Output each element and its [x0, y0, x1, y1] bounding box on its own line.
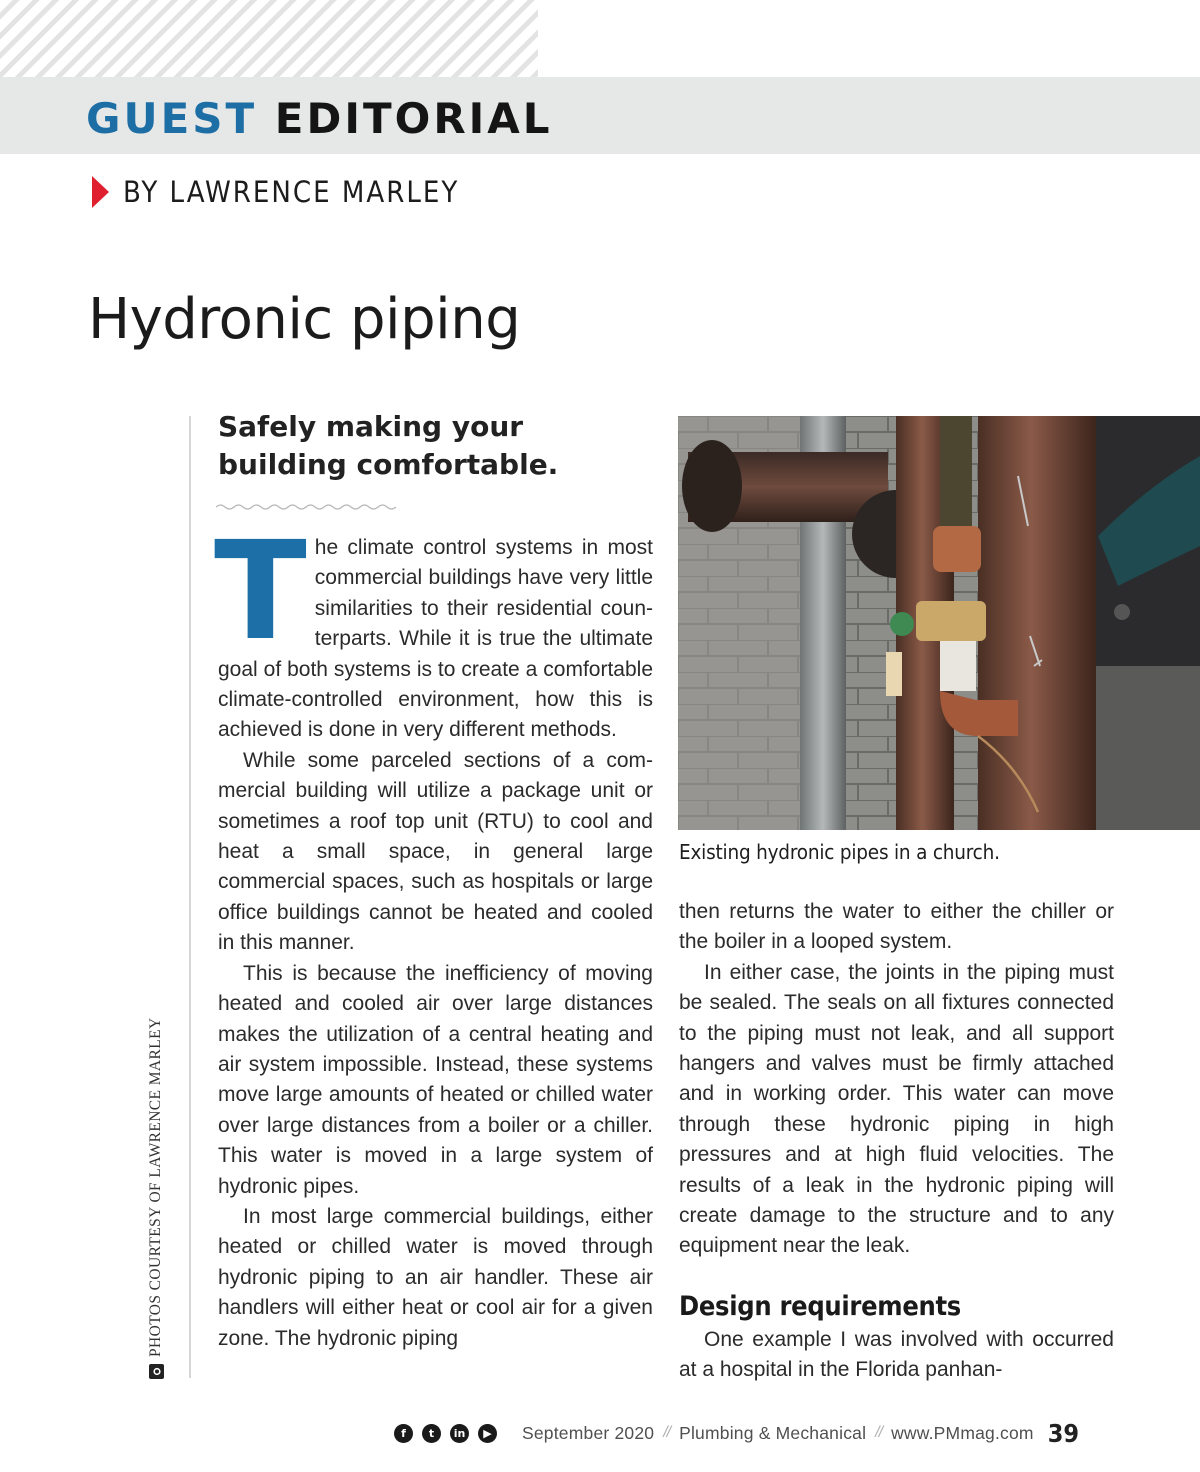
facebook-icon[interactable]: f — [394, 1424, 413, 1443]
issue-date: September 2020 — [522, 1422, 655, 1443]
section-word-editorial: EDITORIAL — [274, 94, 553, 143]
paragraph-4: In most large commercial buildings, either heated or chilled water is moved through hydronic piping to an air handler. These air handlers will either heat or cool air for a given zone. The hydronic piping — [218, 1204, 653, 1350]
paragraph-1 — [214, 513, 653, 746]
deck-divider-squiggle — [216, 502, 396, 512]
deck-line-1: Safely making your — [218, 410, 524, 443]
photo-credit — [145, 999, 167, 1379]
article-column-left — [214, 513, 653, 1354]
website-link[interactable]: www.PMmag.com — [891, 1422, 1034, 1443]
subhead-design-requirements: Design requirements — [679, 1290, 961, 1322]
byline-arrow-icon — [92, 176, 109, 208]
footer-separator-1: // — [663, 1424, 671, 1441]
twitter-icon[interactable]: t — [422, 1424, 441, 1443]
linkedin-icon[interactable]: in — [450, 1424, 469, 1443]
article-deck — [218, 408, 648, 484]
camera-icon — [149, 1364, 164, 1379]
paragraph-3: This is because the inefficiency of moving heated and cooled air over large distances makes the utilization of a central heating and air system impossible. Instead, these systems move large amounts of heated or chilled water over large distances from a boiler or a chiller. This water is moved in a large system of hydronic pipes. — [218, 961, 653, 1198]
header-hatch-pattern — [0, 0, 538, 77]
article-photo — [678, 416, 1200, 830]
paragraph-7: One example I was involved with occurred at a hospital in the Florida panhan- — [679, 1327, 1114, 1382]
drop-cap: T — [214, 513, 307, 671]
page-number: 39 — [1047, 1418, 1080, 1448]
photo-caption: Existing hydronic pipes in a church. — [679, 840, 1000, 864]
section-title — [86, 95, 553, 143]
article-column-right — [679, 897, 1114, 1386]
publication-name: Plumbing & Mechanical — [679, 1422, 867, 1443]
paragraph-6: In either case, the joints in the piping must be sealed. The seals on all fixtures connected to the piping must not leak, and all support hangers and valves must be firmly attached and in working order. This water can move through these hydronic piping in high pressures and at high fluid velocities. The results of a leak in the hydronic piping will create damage to the structure and to any equipment near the leak. — [679, 960, 1114, 1258]
deck-line-2: building comfortable. — [218, 448, 559, 481]
footer-separator-2: // — [875, 1424, 883, 1441]
column-rule — [189, 416, 191, 1378]
page-footer — [394, 1416, 1079, 1450]
section-word-guest: GUEST — [86, 94, 258, 143]
paragraph-1-text: he climate control systems in most commercial buildings have very little similarities to their residential counterparts. While it is true the ultimate goal of both systems is to create a comfortable climate-controlled environment, how this is achieved is done in very different methods. — [218, 536, 653, 742]
article-headline: Hydronic piping — [88, 287, 521, 352]
youtube-icon[interactable]: ▶ — [478, 1424, 497, 1443]
photo-credit-text: PHOTOS COURTESY OF LAWRENCE MARLEY — [147, 1017, 164, 1357]
byline: BY LAWRENCE MARLEY — [123, 175, 460, 209]
paragraph-5: then returns the water to either the chiller or the boiler in a looped system. — [679, 900, 1114, 954]
hydronic-pipes-illustration — [678, 416, 1200, 830]
paragraph-2: While some parceled sections of a commercial building will utilize a package unit or sometimes a roof top unit (RTU) to cool and heat a small space, in general large commercial spaces, such as hospitals or large office buildings cannot be heated and cooled in this manner. — [218, 748, 653, 955]
